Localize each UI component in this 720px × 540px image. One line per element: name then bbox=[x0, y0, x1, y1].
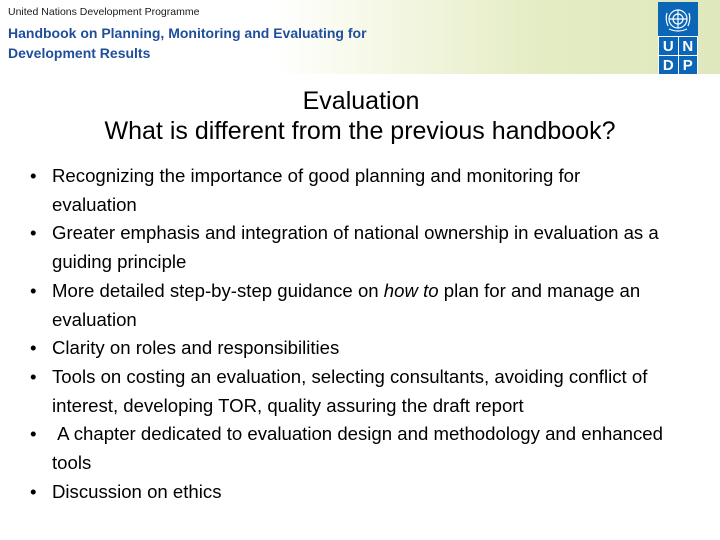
bullet-text-end: plan for and manage an evaluation bbox=[52, 279, 641, 330]
logo-letter-n: N bbox=[679, 37, 698, 55]
logo-letters bbox=[659, 37, 697, 74]
bullet-text: Greater emphasis and integration of national ownership in evaluation as a guiding principle bbox=[52, 222, 659, 273]
slide-heading bbox=[0, 86, 720, 146]
bullet-text-emphasis: how to bbox=[383, 279, 439, 301]
bullet-text: Recognizing the importance of good planning and monitoring for evaluation bbox=[52, 165, 581, 215]
bullet-item bbox=[30, 478, 670, 507]
bullet-item bbox=[30, 420, 670, 477]
slide-subtitle: What is different from the previous handbook? bbox=[104, 117, 616, 145]
bullet-item bbox=[30, 219, 670, 276]
bullet-list bbox=[30, 162, 670, 506]
bullet-text: Tools on costing an evaluation, selecting consultants, avoiding conflict of interest, developing TOR, quality assuring the draft report bbox=[52, 365, 648, 416]
bullet-text: A chapter dedicated to evaluation design and methodology and enhanced tools bbox=[52, 423, 669, 474]
logo-letter-p: P bbox=[679, 56, 698, 74]
undp-logo bbox=[658, 2, 698, 75]
bullet-text-start: More detailed step-by-step guidance on bbox=[52, 279, 384, 301]
handbook-title: Handbook on Planning, Monitoring and Evaluating for Development Results bbox=[8, 25, 367, 61]
bullet-item bbox=[30, 363, 670, 420]
logo-letter-u: U bbox=[659, 37, 678, 55]
bullet-item bbox=[30, 162, 670, 219]
bullet-item bbox=[30, 277, 670, 334]
slide-title: Evaluation bbox=[302, 87, 420, 115]
organization-name: United Nations Development Programme bbox=[8, 6, 200, 18]
bullet-text: Clarity on roles and responsibilities bbox=[52, 337, 340, 359]
logo-letter-d: D bbox=[659, 56, 678, 74]
un-emblem-icon bbox=[658, 2, 698, 36]
bullet-item bbox=[30, 334, 670, 363]
bullet-text: Discussion on ethics bbox=[52, 480, 222, 502]
